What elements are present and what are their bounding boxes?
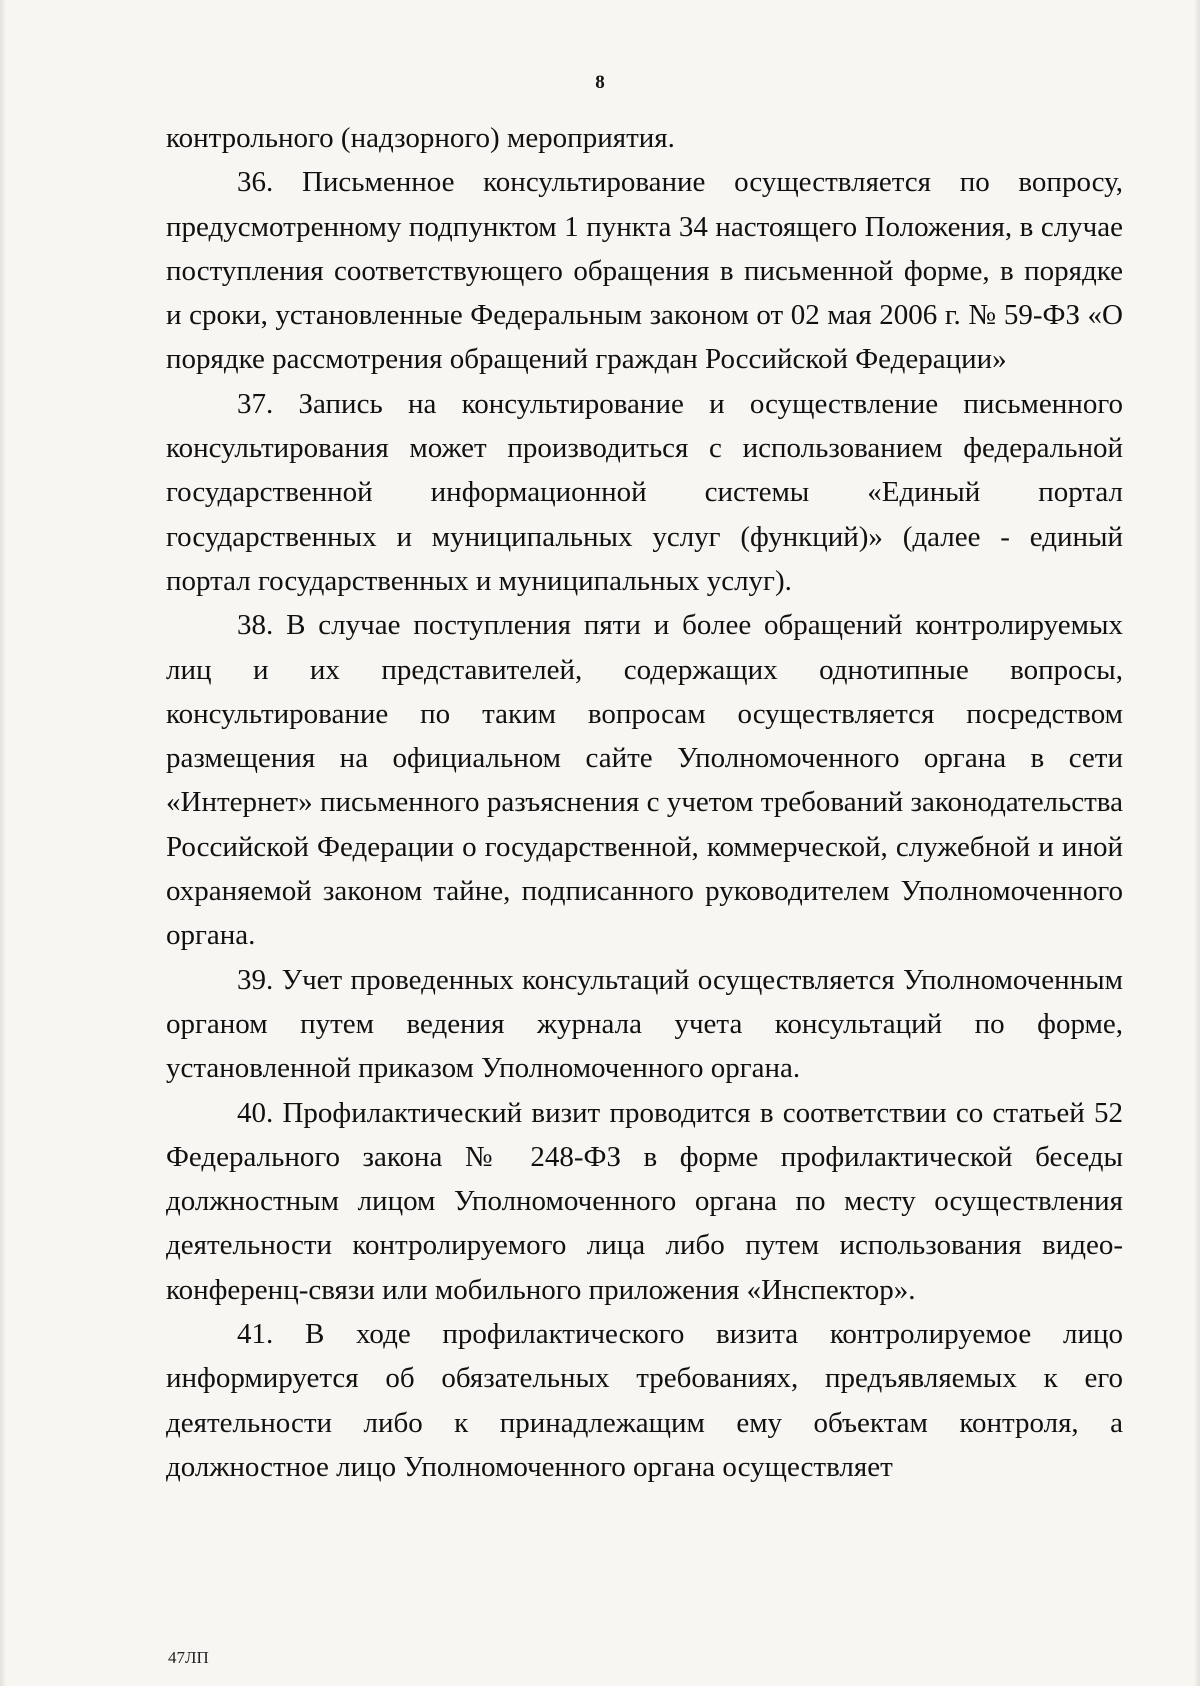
paragraph-39: 39. Учет проведенных консультаций осуществляется Уполномоченным органом путем ведения журнала учета консультаций по форме, установленной приказом Уполномоченного органа. [166, 963, 1123, 1085]
scan-edge-left [0, 0, 6, 1686]
paragraph-continuation: контрольного (надзорного) мероприятия. [166, 122, 675, 154]
paragraph-40: 40. Профилактический визит проводится в соответствии со статьей 52 Федерального закона № 248-ФЗ в форме профилактической беседы должностным лицом Уполномоченного органа по месту осуществления деятельности контролируемого лица либо путем использования видео-конференц-связи или мобильного приложения «Инспектор». [166, 1096, 1123, 1306]
scan-edge-right [1194, 0, 1200, 1686]
page-number: 8 [595, 72, 605, 93]
footer-document-code: 47ЛП [168, 1648, 209, 1667]
paragraph-37: 37. Запись на консультирование и осуществление письменного консультирования может производиться с использованием федеральной государственной информационной системы «Единый портал государственных и муниципальных услуг (функций)» (далее - единый портал государственных и муниципальных услуг). [166, 387, 1123, 597]
paragraph-41: 41. В ходе профилактического визита контролируемое лицо информируется об обязательных требованиях, предъявляемых к его деятельности либо к принадлежащим ему объектам контроля, а должностное лицо Уполномоченного органа осуществляет [166, 1318, 1123, 1483]
document-body [166, 116, 1123, 1489]
paragraph-36: 36. Письменное консультирование осуществляется по вопросу, предусмотренному подпунктом 1 пункта 34 настоящего Положения, в случае поступления соответствующего обращения в письменной форме, в порядке и сроки, установленные Федеральным законом от 02 мая 2006 г. № 59-ФЗ «О порядке рассмотрения обращений граждан Российской Федерации» [166, 166, 1123, 376]
paragraph-38: 38. В случае поступления пяти и более обращений контролируемых лиц и их представителей, содержащих однотипные вопросы, консультирование по таким вопросам осуществляется посредством размещения на официальном сайте Уполномоченного органа в сети «Интернет» письменного разъяснения с учетом требований законодательства Российской Федерации о государственной, коммерческой, служебной и иной охраняемой законом тайне, подписанного руководителем Уполномоченного органа. [166, 609, 1123, 952]
